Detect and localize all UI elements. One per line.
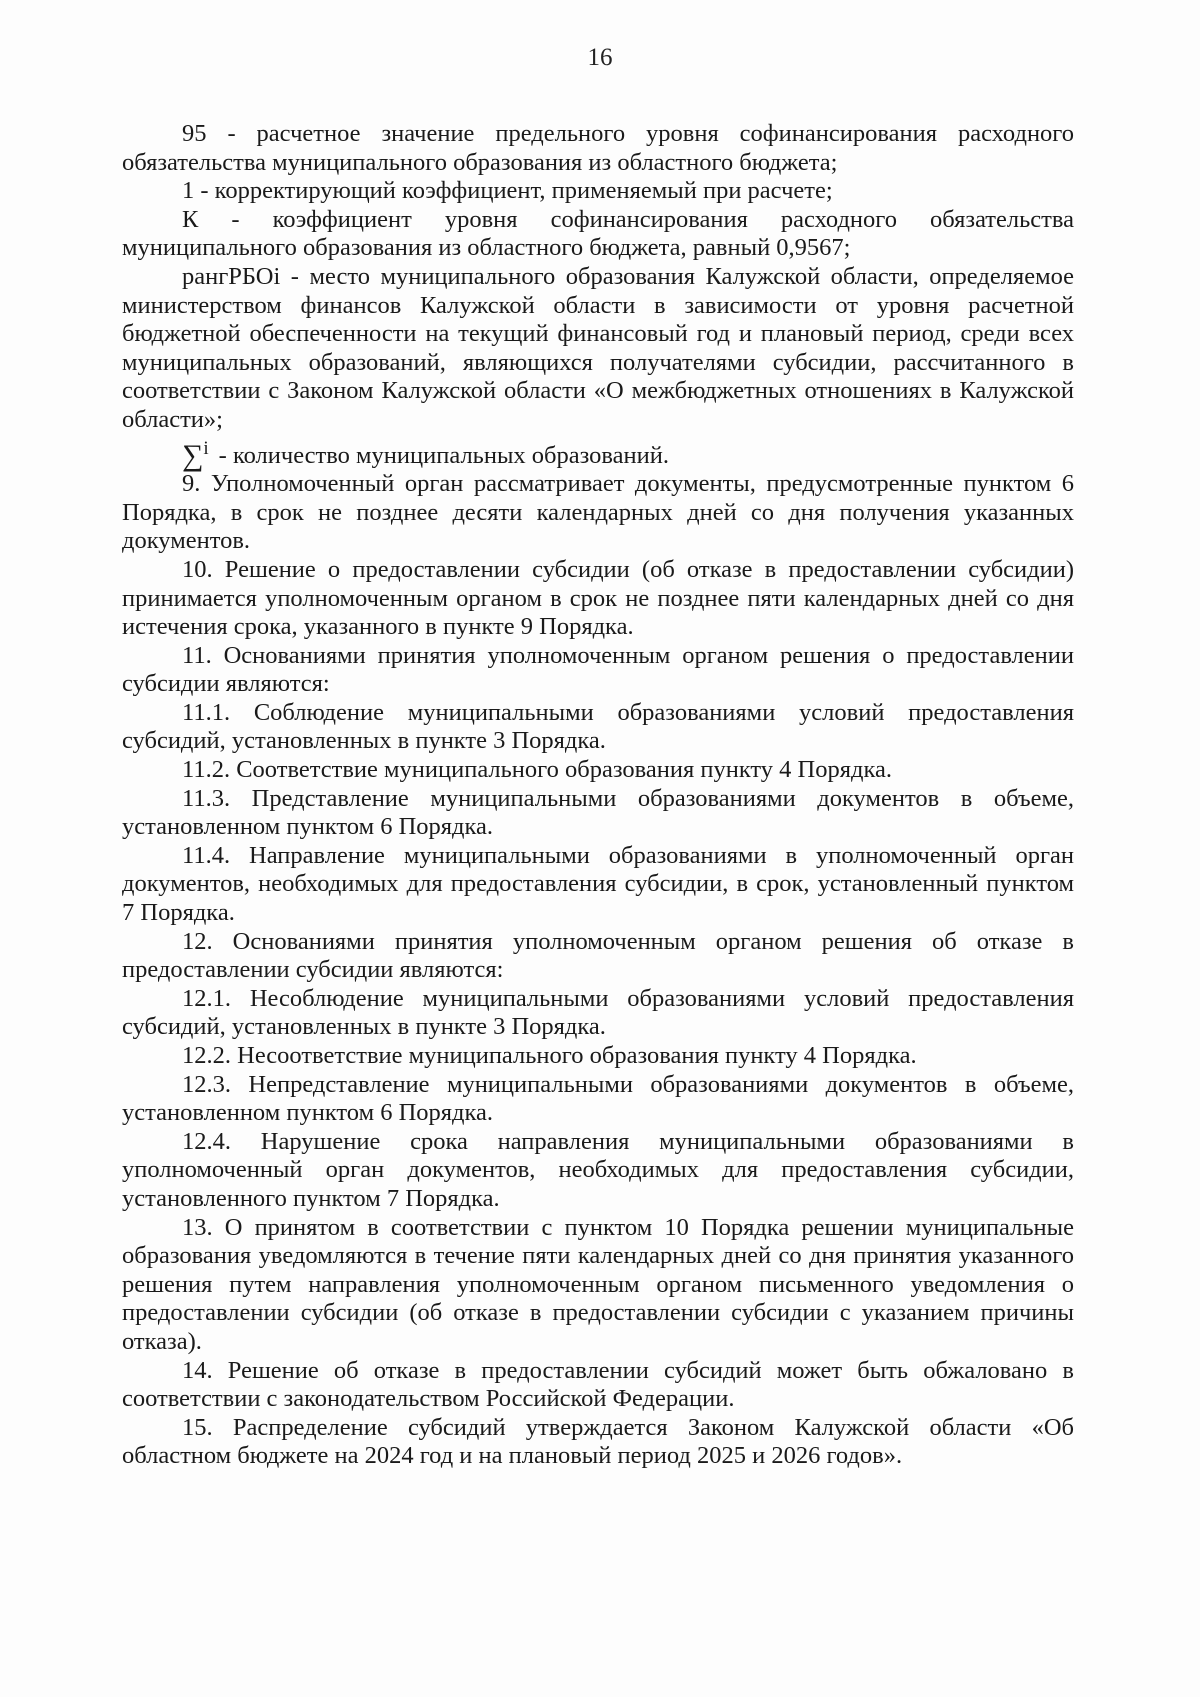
paragraph-item-14: 14. Решение об отказе в предоставлении субсидий может быть обжаловано в соответствии с законодательством Российской Федерации. <box>122 1356 1074 1413</box>
paragraph-municipality-count-text: - количество муниципальных образований. <box>218 441 669 469</box>
paragraph-correction-coefficient: 1 - корректирующий коэффициент, применяемый при расчете; <box>182 177 833 205</box>
paragraph-item-9: 9. Уполномоченный орган рассматривает документы, предусмотренные пунктом 6 Порядка, в срок не позднее десяти календарных дней со дня получения указанных документов. <box>122 470 1074 555</box>
paragraph-item-11-4: 11.4. Направление муниципальными образованиями в уполномоченный орган документов, необходимых для предоставления субсидии, в срок, установленный пунктом 7 Порядка. <box>122 841 1074 927</box>
paragraph-rank-rbo: рангРБОi - место муниципального образования Калужской области, определяемое министерством финансов Калужской области в зависимости от уровня расчетной бюджетной обеспеченности на текущий финансовый год и плановый период, среди всех муниципальных образований, являющихся получателями субсидии, рассчитанного в соответствии с Законом Калужской области «О межбюджетных отношениях в Калужской области»; <box>122 262 1074 433</box>
paragraph-item-13: 13. О принятом в соответствии с пунктом 10 Порядка решении муниципальные образования уведомляются в течение пяти календарных дней со дня принятия указанного решения путем направления уполномоченным органом письменного уведомления о предоставлении субсидии (об отказе в предоставлении субсидии с указанием причины отказа). <box>122 1213 1074 1355</box>
paragraph-item-10: 10. Решение о предоставлении субсидии (об отказе в предоставлении субсидии) принимается уполномоченным органом в срок не позднее пяти календарных дней со дня истечения срока, указанного в пункте 9 Порядка. <box>122 555 1074 641</box>
sum-symbol: ∑ <box>182 438 204 472</box>
paragraph-item-11-1: 11.1. Соблюдение муниципальными образованиями условий предоставления субсидий, установленных в пункте 3 Порядка. <box>122 698 1074 755</box>
sum-index: i <box>203 437 209 459</box>
paragraph-item-11-3: 11.3. Представление муниципальными образованиями документов в объеме, установленном пунктом 6 Порядка. <box>122 784 1074 841</box>
paragraph-item-12-4: 12.4. Нарушение срока направления муниципальными образованиями в уполномоченный орган документов, необходимых для предоставления субсидии, установленного пунктом 7 Порядка. <box>122 1127 1074 1212</box>
paragraph-item-12-3: 12.3. Непредставление муниципальными образованиями документов в объеме, установленном пунктом 6 Порядка. <box>122 1070 1074 1127</box>
paragraph-item-15: 15. Распределение субсидий утверждается Законом Калужской области «Об областном бюджете на 2024 год и на плановый период 2025 и 2026 годов». <box>122 1413 1074 1470</box>
paragraph-item-12-2: 12.2. Несоответствие муниципального образования пункту 4 Порядка. <box>182 1042 917 1069</box>
paragraph-coefficient-k: К - коэффициент уровня софинансирования расходного обязательства муниципального образования из областного бюджета, равный 0,9567; <box>122 205 1074 262</box>
paragraph-item-11-2: 11.2. Соответствие муниципального образования пункту 4 Порядка. <box>182 756 892 784</box>
document-body <box>122 120 1074 1471</box>
paragraph-municipality-count <box>122 435 1074 471</box>
paragraph-item-11: 11. Основаниями принятия уполномоченным органом решения о предоставлении субсидии являются: <box>122 641 1074 698</box>
paragraph-item-12: 12. Основаниями принятия уполномоченным органом решения об отказе в предоставлении субсидии являются: <box>122 927 1074 984</box>
page-number: 16 <box>587 44 613 71</box>
paragraph-max-cofinancing-level: 95 - расчетное значение предельного уровня софинансирования расходного обязательства муниципального образования из областного бюджета; <box>122 120 1074 176</box>
paragraph-item-12-1: 12.1. Несоблюдение муниципальными образованиями условий предоставления субсидий, установленных в пункте 3 Порядка. <box>122 984 1074 1041</box>
